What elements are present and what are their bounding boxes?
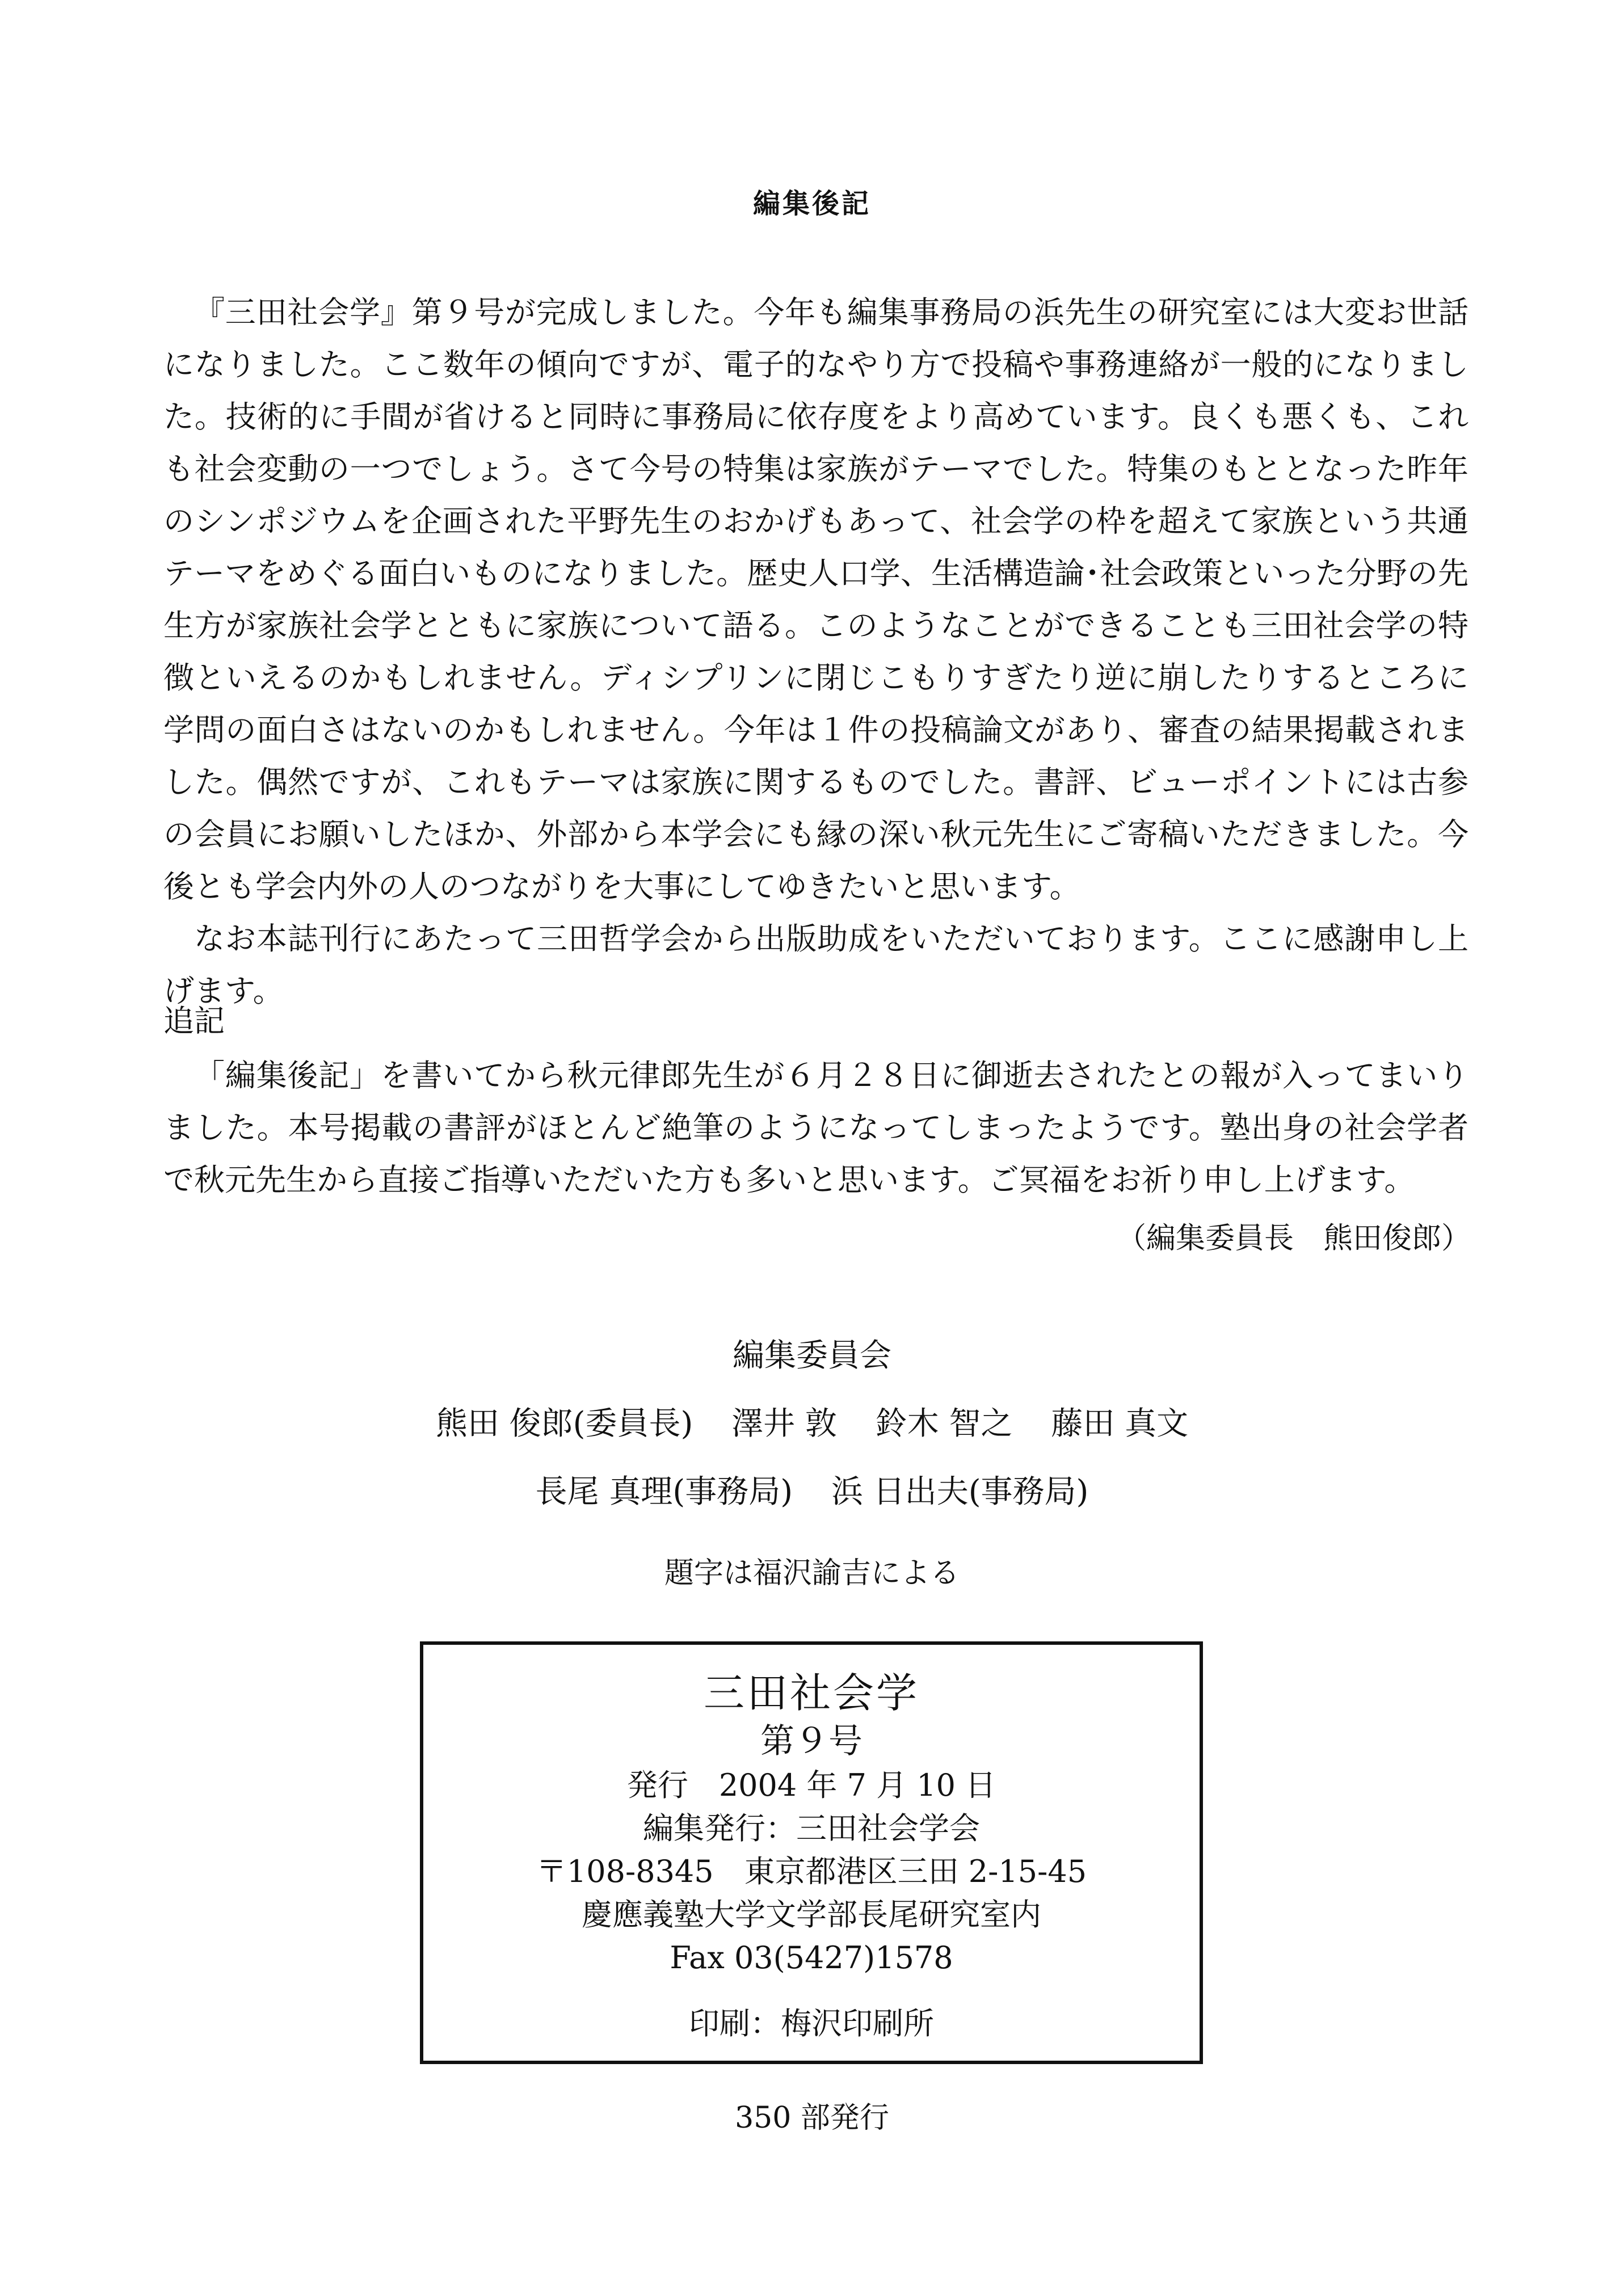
publisher: 編集発行：三田社会学会 (643, 1810, 980, 1846)
postal-address: 〒108-8345 東京都港区三田 2-15-45 (536, 1854, 1087, 1889)
committee-member: 藤田 真文 (1051, 1405, 1189, 1442)
editorial-paragraph: なお本誌刊行にあたって三田哲学会から出版助成をいただいております。ここに感謝申し上げます。 (163, 921, 1469, 1009)
committee-member: 浜 日出夫(事務局) (831, 1473, 1089, 1510)
committee-member: 熊田 俊郎(委員長) (435, 1405, 693, 1442)
colophon-box (420, 1641, 1203, 2064)
postscript-heading: 追記 (163, 1003, 225, 1039)
editor-signature: （編集委員長 熊田俊郎） (1116, 1222, 1471, 1256)
committee-row (0, 1458, 1624, 1526)
editorial-body (163, 287, 1469, 1017)
committee-member: 長尾 真理(事務局) (535, 1473, 793, 1510)
committee-member: 鈴木 智之 (875, 1405, 1013, 1442)
publication-date: 発行 2004 年 7 月 10 日 (626, 1767, 996, 1803)
page-title: 編集後記 (752, 188, 871, 220)
fax-number: Fax 03(5427)1578 (670, 1940, 953, 1976)
postscript-text: 「編集後記」を書いてから秋元律郎先生が６月２８日に御逝去されたとの報が入ってまいりました。本号掲載の書評がほとんど絶筆のようになってしまったようです。塾出身の社会学者で秋元先生から直接ご指導いただいた方も多いと思います。ご冥福をお祈り申し上げます。 (163, 1058, 1469, 1198)
journal-title: 三田社会学 (703, 1669, 919, 1717)
editorial-paragraph: 『三田社会学』第９号が完成しました。今年も編集事務局の浜先生の研究室には大変お世話になりました。ここ数年の傾向ですが、電子的なやり方で投稿や事務連絡が一般的になりました。技術的に手間が省けると同時に事務局に依存度をより高めています。良くも悪くも、これも社会変動の一つでしょう。さて今号の特集は家族がテーマでした。特集のもととなった昨年のシンポジウムを企画された平野先生のおかげもあって、社会学の枠を超えて家族という共通テーマをめぐる面白いものになりました。歴史人口学、生活構造論･社会政策といった分野の先生方が家族社会学とともに家族について語る。このようなことができることも三田社会学の特徴といえるのかもしれません。ディシプリンに閉じこもりすぎたり逆に崩したりするところに学問の面白さはないのかもしれません。今年は１件の投稿論文があり、審査の結果掲載されました。偶然ですが、これもテーマは家族に関するものでした。書評、ビューポイントには古参の会員にお願いしたほか、外部から本学会にも縁の深い秋元先生にご寄稿いただきました。今後とも学会内外の人のつながりを大事にしてゆきたいと思います。 (163, 294, 1469, 904)
committee-member: 澤井 敦 (731, 1405, 837, 1442)
committee-heading: 編集委員会 (733, 1337, 891, 1374)
editorial-committee (0, 1322, 1624, 1526)
calligraphy-note: 題字は福沢諭吉による (664, 1556, 960, 1590)
issue-number: 第９号 (760, 1721, 863, 1761)
print-run: 350 部発行 (735, 2101, 889, 2135)
office-location: 慶應義塾大学文学部長尾研究室内 (582, 1897, 1041, 1932)
committee-row (0, 1390, 1624, 1458)
printer: 印刷：梅沢印刷所 (689, 2006, 934, 2041)
